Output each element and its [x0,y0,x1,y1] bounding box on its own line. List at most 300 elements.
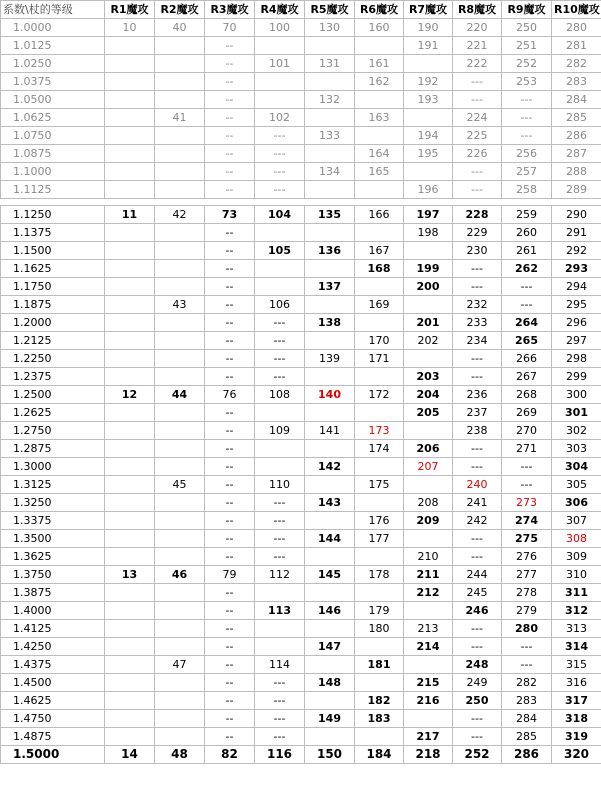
attack-value-cell: -- [205,37,255,55]
attack-value-cell: 143 [305,494,355,512]
attack-value-cell: 203 [404,368,453,386]
attack-value-cell: 206 [404,440,453,458]
coefficient-cell: 1.2500 [1,386,105,404]
attack-value-cell: -- [205,296,255,314]
attack-value-cell: -- [205,181,255,199]
attack-value-cell: 253 [502,73,552,91]
attack-value-cell [155,242,205,260]
attack-value-cell [155,55,205,73]
attack-value-cell: --- [255,710,305,728]
attack-value-cell [355,494,404,512]
attack-value-cell: -- [205,656,255,674]
attack-value-cell: 281 [552,37,601,55]
attack-value-cell: 12 [105,386,155,404]
attack-value-cell [105,181,155,199]
attack-value-cell [355,674,404,692]
attack-value-cell: --- [255,494,305,512]
attack-value-cell [255,620,305,638]
attack-value-cell: 297 [552,332,601,350]
attack-value-cell: --- [502,109,552,127]
attack-value-cell: 248 [453,656,502,674]
attack-value-cell: 166 [355,206,404,224]
attack-value-cell [155,458,205,476]
attack-value-cell: 242 [453,512,502,530]
attack-value-cell: 149 [305,710,355,728]
attack-value-cell: 136 [305,242,355,260]
attack-value-cell [105,224,155,242]
attack-value-cell [105,314,155,332]
attack-value-cell: --- [453,181,502,199]
attack-value-cell: 269 [502,404,552,422]
table-row [1,674,601,692]
table-row [1,422,601,440]
attack-value-cell: 249 [453,674,502,692]
attack-value-cell [255,440,305,458]
attack-value-cell [404,55,453,73]
attack-value-cell [255,91,305,109]
attack-value-cell: 106 [255,296,305,314]
attack-value-cell [105,674,155,692]
attack-value-cell: 240 [453,476,502,494]
attack-value-cell: -- [205,91,255,109]
attack-value-cell: 180 [355,620,404,638]
attack-value-cell: 244 [453,566,502,584]
attack-value-cell: 182 [355,692,404,710]
attack-value-cell: 135 [305,206,355,224]
attack-value-cell [355,548,404,566]
attack-value-cell: 273 [502,494,552,512]
attack-value-cell: 280 [552,19,601,37]
attack-value-cell: -- [205,458,255,476]
attack-value-cell: --- [502,476,552,494]
coefficient-cell: 1.4625 [1,692,105,710]
coefficient-cell: 1.0625 [1,109,105,127]
attack-value-cell [105,145,155,163]
attack-value-cell: 275 [502,530,552,548]
attack-value-cell [404,710,453,728]
attack-value-cell [105,350,155,368]
attack-value-cell: 262 [502,260,552,278]
attack-value-cell [305,440,355,458]
attack-value-cell: -- [205,728,255,746]
coefficient-cell: 1.1500 [1,242,105,260]
separator-cell [1,199,601,206]
table-row [1,548,601,566]
table-row [1,181,601,199]
attack-value-cell: 265 [502,332,552,350]
header-r3: R3魔攻 [205,1,255,19]
coefficient-cell: 1.1375 [1,224,105,242]
attack-value-cell: 70 [205,19,255,37]
attack-value-cell [155,494,205,512]
header-coefficient: 系数\杖的等级 [1,1,105,19]
attack-value-cell: --- [453,638,502,656]
attack-value-cell: 270 [502,422,552,440]
attack-value-cell: -- [205,476,255,494]
header-row [1,1,601,19]
attack-value-cell: 305 [552,476,601,494]
table-row [1,91,601,109]
coefficient-cell: 1.0875 [1,145,105,163]
attack-value-cell: 316 [552,674,601,692]
attack-value-cell: 267 [502,368,552,386]
table-row [1,512,601,530]
attack-value-cell [105,368,155,386]
attack-value-cell [355,37,404,55]
attack-value-cell: --- [453,548,502,566]
attack-value-cell: 317 [552,692,601,710]
attack-value-cell: 313 [552,620,601,638]
coefficient-cell: 1.2625 [1,404,105,422]
attack-value-cell: 226 [453,145,502,163]
attack-value-cell: 251 [502,37,552,55]
table-row [1,350,601,368]
attack-value-cell [155,530,205,548]
attack-value-cell [155,37,205,55]
attack-value-cell: 215 [404,674,453,692]
attack-value-cell: 43 [155,296,205,314]
attack-value-cell: 237 [453,404,502,422]
attack-value-cell: -- [205,692,255,710]
attack-value-cell [255,404,305,422]
coefficient-cell: 1.4375 [1,656,105,674]
attack-value-cell [155,674,205,692]
attack-value-cell: 282 [502,674,552,692]
attack-value-cell [105,602,155,620]
attack-value-cell: 279 [502,602,552,620]
table-row [1,692,601,710]
attack-value-cell: 108 [255,386,305,404]
coefficient-cell: 1.3000 [1,458,105,476]
coefficient-cell: 1.1000 [1,163,105,181]
attack-value-cell: 47 [155,656,205,674]
attack-value-cell: -- [205,109,255,127]
attack-value-cell: 133 [305,127,355,145]
table-row [1,109,601,127]
attack-value-cell: 289 [552,181,601,199]
attack-value-cell: 109 [255,422,305,440]
coefficient-cell: 1.0375 [1,73,105,91]
attack-value-cell: 225 [453,127,502,145]
attack-value-cell [155,422,205,440]
attack-value-cell: 292 [552,242,601,260]
attack-value-cell: 82 [205,746,255,764]
table-row [1,458,601,476]
attack-value-cell: 73 [205,206,255,224]
attack-value-cell [155,638,205,656]
attack-value-cell [355,728,404,746]
attack-value-cell: 229 [453,224,502,242]
attack-value-cell [305,728,355,746]
attack-value-cell: 176 [355,512,404,530]
attack-value-cell: 207 [404,458,453,476]
table-row [1,37,601,55]
attack-value-cell: 11 [105,206,155,224]
attack-value-cell: 168 [355,260,404,278]
attack-value-cell: 260 [502,224,552,242]
attack-value-cell [355,368,404,386]
attack-value-cell: 250 [453,692,502,710]
attack-value-cell [155,440,205,458]
attack-value-cell: 44 [155,386,205,404]
table-row [1,656,601,674]
attack-value-cell: 295 [552,296,601,314]
attack-value-cell: 217 [404,728,453,746]
coefficient-cell: 1.4250 [1,638,105,656]
attack-value-cell: 177 [355,530,404,548]
attack-value-cell [404,242,453,260]
attack-value-cell: 286 [502,746,552,764]
attack-value-cell: 131 [305,55,355,73]
attack-value-cell: 161 [355,55,404,73]
attack-value-cell [305,145,355,163]
attack-value-cell: 195 [404,145,453,163]
attack-value-cell [105,512,155,530]
attack-value-cell: 257 [502,163,552,181]
attack-value-cell [305,692,355,710]
attack-value-cell: 290 [552,206,601,224]
attack-value-cell: --- [255,332,305,350]
attack-value-cell [404,422,453,440]
attack-value-cell [255,224,305,242]
attack-value-cell [305,296,355,314]
attack-value-cell: 190 [404,19,453,37]
attack-value-cell: 221 [453,37,502,55]
attack-value-cell [355,584,404,602]
attack-value-cell: --- [453,728,502,746]
attack-value-cell: 285 [552,109,601,127]
attack-value-cell [155,332,205,350]
attack-value-cell: 319 [552,728,601,746]
attack-value-cell: 145 [305,566,355,584]
attack-value-cell: 303 [552,440,601,458]
attack-value-cell: --- [255,674,305,692]
table-row [1,224,601,242]
attack-value-cell [105,638,155,656]
attack-value-cell: -- [205,530,255,548]
attack-value-cell: --- [255,145,305,163]
attack-value-cell: 252 [453,746,502,764]
attack-value-cell: 76 [205,386,255,404]
attack-value-cell: 301 [552,404,601,422]
attack-value-cell: --- [502,656,552,674]
attack-value-cell: 264 [502,314,552,332]
attack-value-cell [105,163,155,181]
attack-value-cell: 232 [453,296,502,314]
attack-value-cell [305,656,355,674]
attack-value-cell: 132 [305,91,355,109]
header-r7: R7魔攻 [404,1,453,19]
attack-value-cell: 314 [552,638,601,656]
header-r1: R1魔攻 [105,1,155,19]
attack-value-cell [155,127,205,145]
attack-value-cell [305,368,355,386]
attack-value-cell [155,350,205,368]
attack-value-cell [404,602,453,620]
attack-value-cell: --- [502,638,552,656]
attack-value-cell [155,512,205,530]
coefficient-cell: 1.2250 [1,350,105,368]
header-r8: R8魔攻 [453,1,502,19]
attack-value-cell [155,145,205,163]
attack-value-cell: 285 [502,728,552,746]
attack-value-cell: --- [255,127,305,145]
attack-value-cell [155,163,205,181]
attack-value-cell [355,181,404,199]
attack-value-cell: 79 [205,566,255,584]
attack-value-cell [355,404,404,422]
attack-value-cell [305,181,355,199]
attack-value-cell: 268 [502,386,552,404]
attack-value-cell: 165 [355,163,404,181]
attack-value-cell: -- [205,638,255,656]
attack-value-cell: --- [502,91,552,109]
attack-value-cell [155,260,205,278]
table-row [1,404,601,422]
attack-value-cell: 139 [305,350,355,368]
attack-value-cell: -- [205,242,255,260]
attack-value-cell: 213 [404,620,453,638]
attack-value-cell: 104 [255,206,305,224]
attack-value-cell: 230 [453,242,502,260]
attack-value-cell: --- [453,260,502,278]
coefficient-cell: 1.4000 [1,602,105,620]
attack-value-cell: 312 [552,602,601,620]
coefficient-cell: 1.2125 [1,332,105,350]
attack-value-cell: --- [255,692,305,710]
attack-value-cell: 288 [552,163,601,181]
attack-value-cell: 309 [552,548,601,566]
attack-value-cell: 209 [404,512,453,530]
attack-value-cell [355,278,404,296]
attack-value-cell: --- [255,548,305,566]
attack-value-cell: --- [255,368,305,386]
attack-value-cell [404,656,453,674]
attack-value-cell: 212 [404,584,453,602]
attack-value-cell: --- [453,350,502,368]
attack-value-cell [355,458,404,476]
coefficient-cell: 1.3625 [1,548,105,566]
attack-value-cell [305,73,355,91]
attack-value-cell: 282 [552,55,601,73]
attack-value-cell: 181 [355,656,404,674]
attack-value-cell [105,530,155,548]
attack-value-cell: 205 [404,404,453,422]
attack-value-cell: 271 [502,440,552,458]
attack-value-cell: 224 [453,109,502,127]
attack-value-cell: 274 [502,512,552,530]
attack-value-cell [105,278,155,296]
attack-value-cell: 233 [453,314,502,332]
table-row [1,260,601,278]
attack-value-cell: 101 [255,55,305,73]
attack-value-cell: 208 [404,494,453,512]
attack-value-cell: -- [205,674,255,692]
attack-value-cell: --- [502,458,552,476]
attack-value-cell: 42 [155,206,205,224]
attack-value-cell: 100 [255,19,305,37]
attack-value-cell: 236 [453,386,502,404]
coefficient-cell: 1.4125 [1,620,105,638]
coefficient-cell: 1.2875 [1,440,105,458]
attack-value-cell: 170 [355,332,404,350]
attack-value-cell: 183 [355,710,404,728]
attack-value-cell: 173 [355,422,404,440]
header-r5: R5魔攻 [305,1,355,19]
attack-value-cell: -- [205,620,255,638]
attack-value-cell: 216 [404,692,453,710]
attack-value-cell: --- [453,73,502,91]
attack-value-cell: 299 [552,368,601,386]
header-r9: R9魔攻 [502,1,552,19]
coefficient-cell: 1.0000 [1,19,105,37]
attack-value-cell [105,404,155,422]
attack-value-cell: --- [453,278,502,296]
attack-value-cell: 140 [305,386,355,404]
attack-value-cell: 280 [502,620,552,638]
attack-value-cell [155,404,205,422]
attack-value-cell: 137 [305,278,355,296]
coefficient-cell: 1.0125 [1,37,105,55]
attack-value-cell: 163 [355,109,404,127]
attack-value-cell: 164 [355,145,404,163]
attack-value-cell: 302 [552,422,601,440]
attack-value-cell: 315 [552,656,601,674]
attack-value-cell: 222 [453,55,502,73]
table-row [1,710,601,728]
attack-value-cell [105,584,155,602]
attack-value-cell [404,350,453,368]
attack-value-cell [305,109,355,127]
attack-value-cell: -- [205,422,255,440]
attack-value-cell: -- [205,368,255,386]
attack-value-cell [155,91,205,109]
attack-value-cell: 283 [552,73,601,91]
header-r2: R2魔攻 [155,1,205,19]
attack-value-cell: 310 [552,566,601,584]
attack-value-cell: 199 [404,260,453,278]
table-row [1,55,601,73]
attack-value-cell: 241 [453,494,502,512]
coefficient-cell: 1.4500 [1,674,105,692]
attack-value-cell: 41 [155,109,205,127]
coefficient-cell: 1.2750 [1,422,105,440]
attack-value-cell [305,260,355,278]
attack-value-cell: -- [205,55,255,73]
attack-value-cell: 228 [453,206,502,224]
attack-value-cell: 147 [305,638,355,656]
attack-value-cell: 134 [305,163,355,181]
table-row [1,368,601,386]
attack-value-cell [305,404,355,422]
attack-value-cell: 214 [404,638,453,656]
attack-value-cell: 174 [355,440,404,458]
attack-value-cell [305,512,355,530]
attack-value-cell: 234 [453,332,502,350]
attack-value-cell: -- [205,440,255,458]
attack-value-cell: 192 [404,73,453,91]
coefficient-cell: 1.5000 [1,746,105,764]
attack-value-cell: --- [255,530,305,548]
table-row [1,476,601,494]
attack-value-cell [155,278,205,296]
attack-value-cell: -- [205,145,255,163]
attack-value-cell: --- [453,710,502,728]
attack-value-cell [155,728,205,746]
attack-value-cell: 238 [453,422,502,440]
table-row [1,206,601,224]
coefficient-cell: 1.0500 [1,91,105,109]
